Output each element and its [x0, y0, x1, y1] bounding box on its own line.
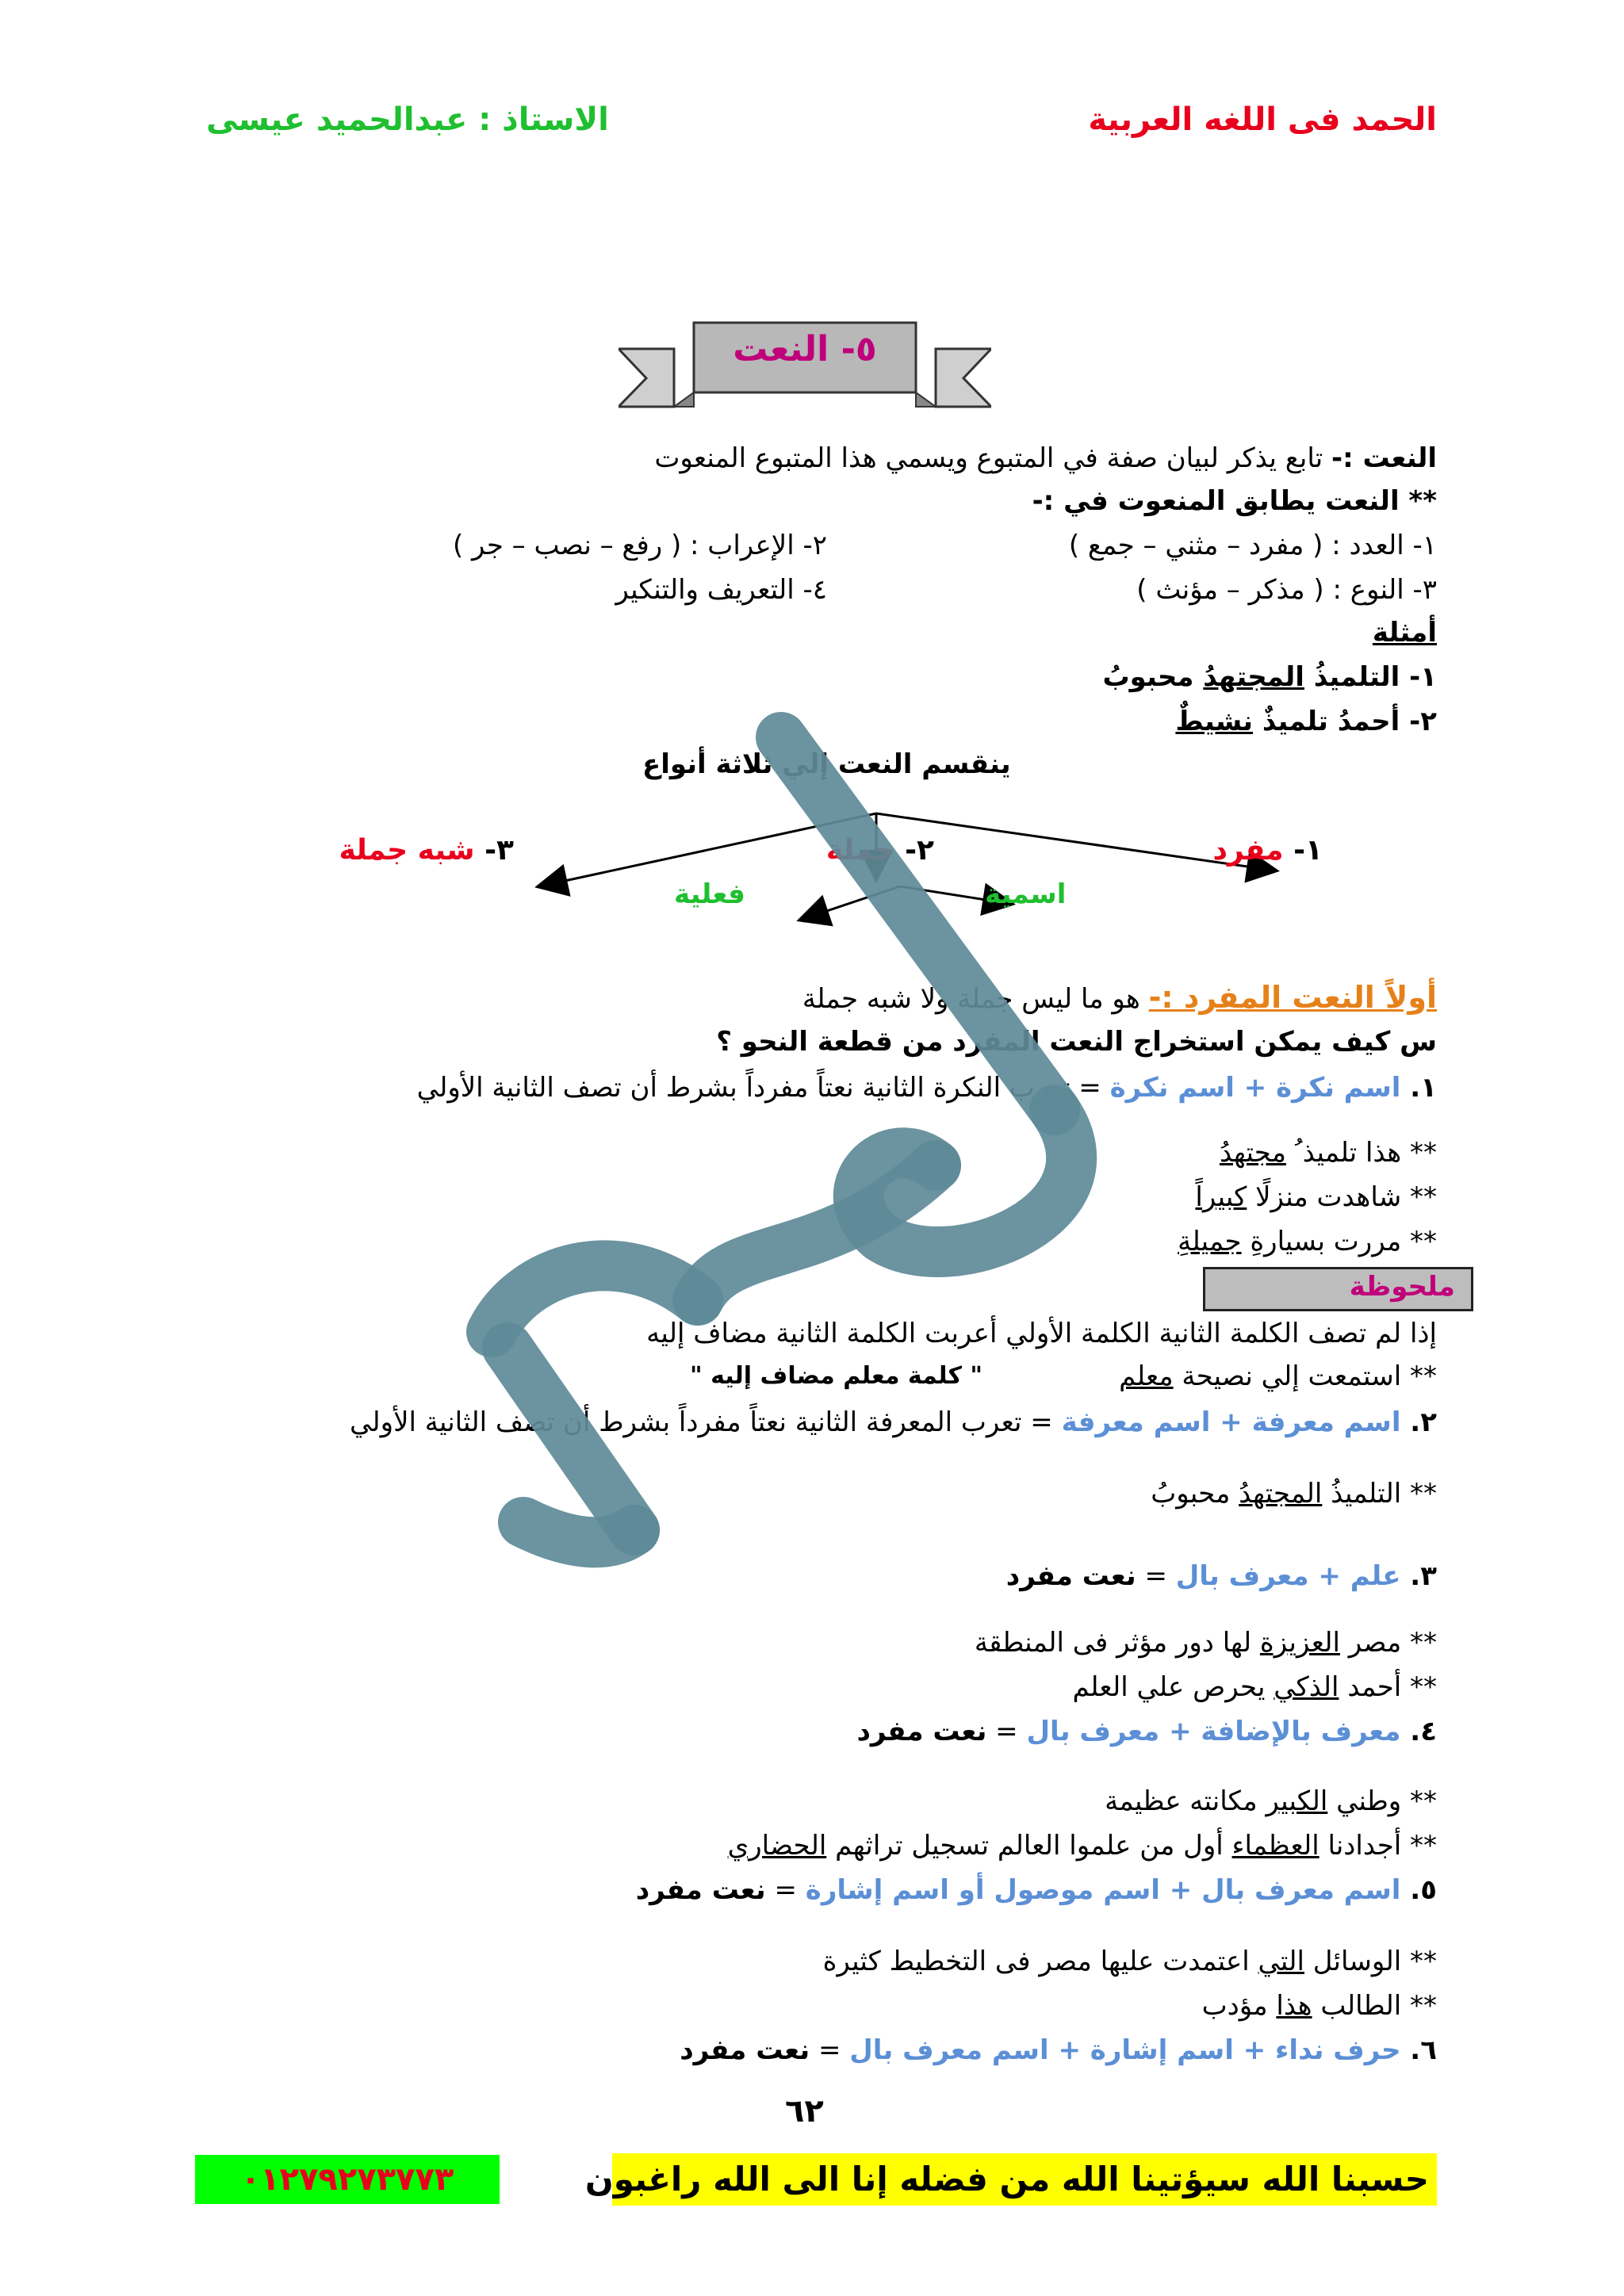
rule-6-result: نعت مفرد	[680, 2034, 810, 2066]
note-example-prefix: ** استمعت إلي نصيحة	[1173, 1360, 1437, 1392]
r3e1-suffix: لها دور مؤثر فى المنطقة	[974, 1627, 1260, 1659]
examples-heading: أمثلة	[1372, 617, 1437, 649]
agreement-definiteness: ٤- التعريف والتنكير	[615, 574, 827, 606]
rule-1-example-1	[1220, 1135, 1437, 1170]
r4e2-prefix: ** أجدادنا	[1319, 1830, 1437, 1862]
r4e2-middle: أول من علموا العالم تسجيل تراثهم	[826, 1830, 1232, 1862]
phone-box	[195, 2155, 500, 2204]
example-1-suffix: محبوبُ	[1102, 661, 1204, 693]
example-1-adjective: المجتهدُ	[1203, 661, 1304, 693]
r4e1-adjective: الكبير	[1266, 1785, 1328, 1817]
rule-4-number: ٤.	[1400, 1716, 1437, 1747]
r1e3-prefix: ** مررت بسيارةِ	[1241, 1226, 1437, 1257]
rule-5-equals: =	[765, 1874, 806, 1906]
r3e2-adjective: الذكي	[1274, 1671, 1339, 1703]
agreement-gender: ٣- النوع : ( مذكر – مؤنث )	[1136, 574, 1437, 606]
rule-2-formula: اسم معرفة + اسم معرفة	[1061, 1406, 1401, 1438]
rule-2-number: ٢.	[1400, 1406, 1437, 1438]
rule-1-number: ١.	[1400, 1072, 1437, 1104]
type-1-label: مفرد	[1212, 834, 1284, 867]
rule-1-example-3	[1178, 1224, 1437, 1259]
rule-4-equals: =	[986, 1716, 1027, 1747]
type-2-label: جملة	[825, 834, 895, 867]
r1e1-prefix: ** هذا تلميذ ُ	[1285, 1137, 1437, 1169]
note-box	[1203, 1267, 1473, 1311]
r1e1-adjective: مجتهدُ	[1219, 1137, 1286, 1169]
type-verbal: فعلية	[674, 878, 745, 910]
phone-number: ٠١٢٧٩٢٧٣٧٧٣	[240, 2161, 454, 2198]
document-title: الحمد فى اللغه العربية	[1088, 101, 1437, 138]
single-question: س كيف يمكن استخراج النعت المفرد من قطعة النحو ؟	[716, 1026, 1437, 1058]
agreement-number-text: ١- العدد : ( مفرد – مثني – جمع )	[1068, 530, 1437, 561]
rule-4-formula: معرف بالإضافة + معرف بال	[1026, 1716, 1401, 1747]
rule-4-example-2	[728, 1828, 1437, 1863]
rule-1-formula: اسم نكرة + اسم نكرة	[1109, 1072, 1401, 1104]
single-heading-line	[802, 980, 1437, 1016]
type-1	[1212, 834, 1323, 867]
types-arrows	[0, 0, 1624, 951]
definition-term: النعت :-	[1331, 442, 1437, 474]
r1e3-adjective: جميلةِ	[1178, 1226, 1242, 1257]
rule-2-example-1	[1151, 1476, 1437, 1511]
type-3-label: شبه جملة	[339, 834, 475, 867]
r1e2-prefix: ** شاهدت منزلًا	[1247, 1181, 1437, 1213]
footer-box	[584, 2153, 1437, 2206]
note-example-word: معلم	[1119, 1360, 1174, 1392]
r5e1-adjective: التي	[1258, 1946, 1304, 1977]
rule-3-formula: علم + معرف بال	[1175, 1560, 1401, 1592]
rule-6-formula: حرف نداء + اسم إشارة + اسم معرف بال	[849, 2034, 1401, 2066]
rule-5-example-2	[1202, 1988, 1437, 2023]
rule-6	[680, 2033, 1437, 2068]
rule-5	[636, 1873, 1437, 1908]
rule-4-example-1	[1105, 1784, 1437, 1819]
r3e2-suffix: يحرص علي العلم	[1072, 1671, 1274, 1703]
r3e1-adjective: العزيزة	[1259, 1627, 1340, 1659]
r4e1-prefix: ** وطني	[1327, 1785, 1437, 1817]
example-2-prefix: ٢- أحمدُ تلميذٌ	[1253, 706, 1437, 737]
r3e1-prefix: ** مصر	[1339, 1627, 1437, 1659]
type-2-number: ٢-	[894, 834, 934, 867]
rule-5-result: نعت مفرد	[635, 1874, 766, 1906]
rule-3-equals: =	[1136, 1560, 1176, 1592]
type-1-number: ١-	[1283, 834, 1323, 867]
type-2	[826, 834, 934, 867]
rule-3-example-1	[975, 1625, 1437, 1660]
rule-5-number: ٥.	[1400, 1874, 1437, 1906]
r2e1-prefix: ** التلميذُ	[1322, 1478, 1437, 1510]
rule-2	[350, 1405, 1437, 1440]
rule-3-number: ٣.	[1400, 1560, 1437, 1592]
page-number: ٦٢	[785, 2093, 824, 2130]
note-example	[1119, 1359, 1437, 1394]
r2e1-adjective: المجتهدُ	[1239, 1478, 1323, 1510]
note-example-comment: " كلمة معلم مضاف إليه "	[690, 1362, 982, 1390]
rule-4-result: نعت مفرد	[856, 1716, 987, 1747]
example-1-prefix: ١- التلميذُ	[1304, 661, 1437, 693]
types-heading: ينقسم النعت إلي ثلاثة أنواع	[642, 748, 1011, 780]
single-heading: أولاً النعت المفرد :-	[1148, 980, 1437, 1015]
agreement-case: ٢- الإعراب : ( رفع – نصب – جر )	[452, 530, 827, 561]
rule-4	[856, 1714, 1437, 1749]
rule-2-text: = تعرب المعرفة الثانية نعتاً مفرداً بشرط أن تصف الثانية الأولي	[349, 1406, 1062, 1438]
r1e2-adjective: كبيراً	[1195, 1181, 1247, 1213]
type-3-number: ٣-	[474, 834, 514, 867]
r5e2-suffix: مؤدب	[1201, 1990, 1277, 2022]
rule-1-text: = تعرب النكرة الثانية نعتاً مفرداً بشرط أن تصف الثانية الأولي	[416, 1072, 1110, 1104]
ribbon-title: ٥- النعت	[733, 329, 877, 369]
r3e2-prefix: ** أحمد	[1339, 1671, 1437, 1703]
footer-motto: حسبنا الله سيؤتينا الله من فضله إنا الى الله راغبون	[584, 2160, 1429, 2198]
rule-3-result: نعت مفرد	[1005, 1560, 1136, 1592]
r5e2-prefix: ** الطالب	[1312, 1990, 1437, 2022]
note-label: ملحوظة	[1349, 1271, 1455, 1303]
r4e2-adjective-2: الحضاري	[727, 1830, 827, 1862]
r4e1-suffix: مكانته عظيمة	[1105, 1785, 1266, 1817]
definition-text: تابع يذكر لبيان صفة في المتبوع ويسمي هذا المتبوع المنعوت	[654, 442, 1331, 474]
rule-5-example-1	[823, 1944, 1437, 1979]
note-text: إذا لم تصف الكلمة الثانية الكلمة الأولي أعربت الكلمة الثانية مضاف إليه	[646, 1318, 1437, 1349]
single-definition: هو ما ليس جملة ولا شبه جملة	[802, 983, 1149, 1015]
r5e1-prefix: ** الوسائل	[1304, 1946, 1437, 1977]
type-3	[339, 834, 514, 867]
rule-5-formula: اسم معرف بال + اسم موصول أو اسم إشارة	[805, 1874, 1401, 1906]
rule-3	[1006, 1559, 1437, 1594]
rule-6-number: ٦.	[1400, 2034, 1437, 2066]
rule-3-example-2	[1073, 1670, 1437, 1705]
rule-1-example-2	[1195, 1180, 1437, 1215]
teacher-name: الاستاذ : عبدالحميد عيسى	[206, 101, 609, 138]
r2e1-suffix: محبوبُ	[1151, 1478, 1239, 1510]
r5e2-adjective: هذا	[1276, 1990, 1312, 2022]
rule-6-equals: =	[810, 2034, 850, 2066]
type-nominal: اسمية	[985, 878, 1067, 910]
rule-1	[417, 1070, 1437, 1105]
example-2-adjective: نشيطٌ	[1175, 706, 1254, 737]
agreement-heading: ** النعت يطابق المنعوت في :-	[1032, 485, 1437, 517]
r5e1-suffix: اعتمدت عليها مصر فى التخطيط كثيرة	[822, 1946, 1258, 1977]
r4e2-adjective: العظماء	[1231, 1830, 1320, 1862]
